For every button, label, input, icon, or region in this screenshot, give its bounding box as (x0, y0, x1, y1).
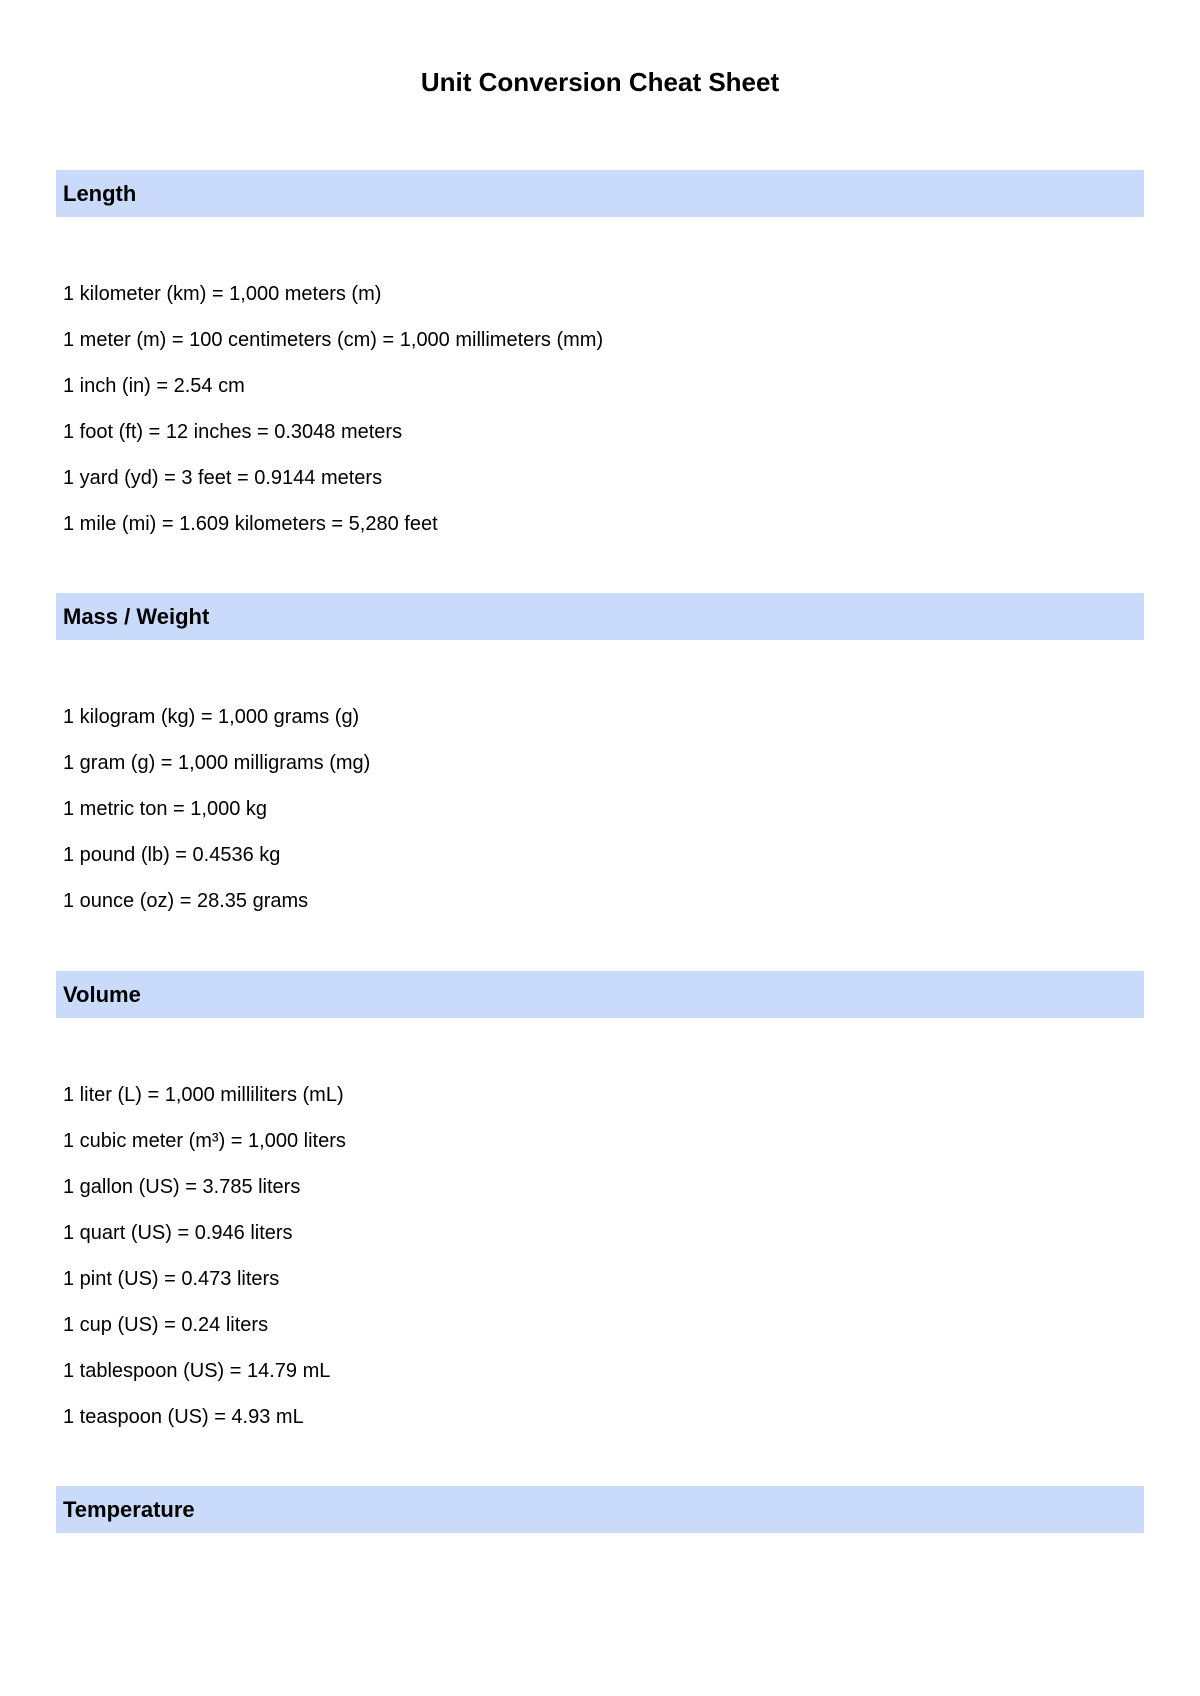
conversion-item: 1 pint (US) = 0.473 liters (63, 1268, 280, 1290)
section-heading: Length (56, 170, 1144, 217)
section-length (56, 170, 1144, 547)
conversion-item: 1 ounce (oz) = 28.35 grams (63, 890, 309, 912)
section-mass-weight (56, 593, 1144, 924)
section-heading: Mass / Weight (56, 593, 1144, 640)
conversion-item: 1 cubic meter (m³) = 1,000 liters (63, 1130, 346, 1152)
section-volume (56, 971, 1144, 1440)
conversion-item: 1 meter (m) = 100 centimeters (cm) = 1,000 millimeters (mm) (63, 329, 604, 351)
section-heading: Temperature (56, 1486, 1144, 1533)
conversion-item: 1 tablespoon (US) = 14.79 mL (63, 1360, 331, 1382)
conversion-item: 1 kilogram (kg) = 1,000 grams (g) (63, 706, 360, 728)
conversion-item: 1 metric ton = 1,000 kg (63, 798, 268, 820)
conversion-item: 1 foot (ft) = 12 inches = 0.3048 meters (63, 421, 403, 443)
section-heading: Volume (56, 971, 1144, 1018)
conversion-item: 1 liter (L) = 1,000 milliliters (mL) (63, 1084, 344, 1106)
conversion-item: 1 teaspoon (US) = 4.93 mL (63, 1406, 304, 1428)
conversion-item: 1 pound (lb) = 0.4536 kg (63, 844, 281, 866)
conversion-list (56, 694, 1144, 924)
conversion-item: 1 mile (mi) = 1.609 kilometers = 5,280 feet (63, 513, 438, 535)
conversion-list (56, 271, 1144, 547)
conversion-item: 1 gram (g) = 1,000 milligrams (mg) (63, 752, 371, 774)
conversion-item: 1 quart (US) = 0.946 liters (63, 1222, 293, 1244)
conversion-list (56, 1072, 1144, 1440)
page-title: Unit Conversion Cheat Sheet (420, 67, 780, 97)
conversion-item: 1 cup (US) = 0.24 liters (63, 1314, 269, 1336)
section-temperature (56, 1486, 1144, 1533)
conversion-item: 1 gallon (US) = 3.785 liters (63, 1176, 301, 1198)
conversion-item: 1 inch (in) = 2.54 cm (63, 375, 245, 397)
conversion-item: 1 yard (yd) = 3 feet = 0.9144 meters (63, 467, 383, 489)
conversion-item: 1 kilometer (km) = 1,000 meters (m) (63, 283, 382, 305)
